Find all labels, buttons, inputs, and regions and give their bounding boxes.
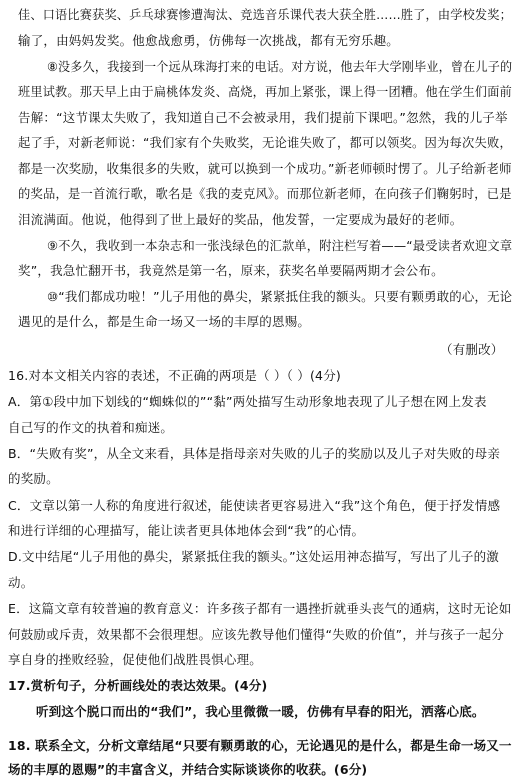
q16-option-c-line: 和进行详细的心理描写，能让读者更具体地体会到“我”的心情。 bbox=[8, 523, 365, 538]
source-note: （有删改） bbox=[440, 342, 504, 357]
passage-p8-line: 起了手，对新老师说：“我们家有个失败奖，无论谁失败了，都可以领奖。因为每次失败， bbox=[18, 135, 513, 150]
passage-p9-line: 奖”，我急忙翻开书，我竟然是第一名，原来，获奖名单要隔两期才会公布。 bbox=[18, 263, 444, 278]
q16-option-a-line: A．第①段中加下划线的“蜘蛛似的”“黏”两处描写生动形象地表现了儿子想在网上发表 bbox=[8, 394, 487, 409]
passage-p7-tail: 佳、口语比赛获奖、乒乓球赛惨遭淘汰、竞选音乐课代表大获全胜……胜了，由学校发奖； bbox=[18, 7, 512, 22]
q16-option-d-line: 动。 bbox=[8, 575, 34, 590]
q16-option-e-line: E．这篇文章有较普遍的教育意义：许多孩子都有一遇挫折就垂头丧气的通病，这时无论如 bbox=[8, 601, 512, 616]
q16-option-b-line: 的奖励。 bbox=[8, 471, 59, 486]
passage-p8-line: 的奖品，是一首流行歌，歌名是《我的麦克风》。而那位新老师，在向孩子们鞠躬时，已是 bbox=[18, 186, 512, 201]
passage-p8-line: 都是一次奖励，收集很多的失败，就可以换到一个成功。”新老师顿时愣了。儿子给新老师 bbox=[18, 161, 512, 176]
q16-option-b-line: B．“失败有奖”，从全文来看，具体是指母亲对失败的儿子的奖励以及儿子对失败的母亲 bbox=[8, 446, 501, 461]
passage-p7-end: 输了，由妈妈发奖。他愈战愈勇，仿佛每一次挑战，都有无穷乐趣。 bbox=[18, 33, 400, 48]
question-16-stem: 16.对本文相关内容的表述，不正确的两项是（ ）（ ）(4分) bbox=[8, 368, 341, 383]
passage-p8-line: 班里试教。那天早上由于扁桃体发炎、高烧，再加上紧张，课上得一团糟。他在学生们面前 bbox=[18, 84, 512, 99]
q16-option-e-line: 享自身的挫败经验，促使他们战胜畏惧心理。 bbox=[8, 652, 263, 667]
q16-option-e-line: 何鼓励或斥责，效果都不会很理想。应该先教导他们懂得“失败的价值”，并与孩子一起分 bbox=[8, 627, 504, 642]
question-18-line: 18. 联系全文，分析文章结尾“只要有颗勇敢的心，无论遇见的是什么，都是生命一场又一 bbox=[8, 738, 512, 753]
question-17-sentence: 听到这个脱口而出的“我们”，我心里微微一暖，仿佛有早春的阳光，洒落心底。 bbox=[36, 704, 485, 719]
q16-option-a-line: 自己写的作文的执着和痴迷。 bbox=[8, 420, 174, 435]
passage-p10-line: 遇见的是什么，都是生命一场又一场的丰厚的恩赐。 bbox=[18, 314, 311, 329]
passage-p10-line: ⑩“我们都成功啦！”儿子用他的鼻尖，紧紧抵住我的额头。只要有颗勇敢的心，无论 bbox=[47, 289, 513, 304]
passage-p8-line: ⑧没多久，我接到一个远从珠海打来的电话。对方说，他去年大学刚毕业，曾在儿子的 bbox=[47, 59, 513, 74]
passage-p9-line: ⑨不久，我收到一本杂志和一张浅绿色的汇款单，附注栏写着——“最受读者欢迎文章 bbox=[47, 238, 513, 253]
question-17-stem: 17.赏析句子，分析画线处的表达效果。(4分) bbox=[8, 678, 268, 693]
passage-p8-line: 告解：“这节课太失败了，我知道自己不会被录用，我们提前下课吧。”忽然，我的儿子举 bbox=[18, 110, 508, 125]
passage-p8-line: 泪流满面。他说，他得到了世上最好的奖品，他发誓，一定要成为最好的老师。 bbox=[18, 212, 463, 227]
q16-option-c-line: C．文章以第一人称的角度进行叙述，能使读者更容易进入“我”这个角色，便于抒发情感 bbox=[8, 498, 501, 513]
q16-option-d-line: D.文中结尾“儿子用他的鼻尖，紧紧抵住我的额头。”这处运用神态描写，写出了儿子的激 bbox=[8, 549, 500, 564]
question-18-line: 场的丰厚的恩赐”的丰富含义，并结合实际谈谈你的收获。(6分) bbox=[8, 762, 368, 777]
